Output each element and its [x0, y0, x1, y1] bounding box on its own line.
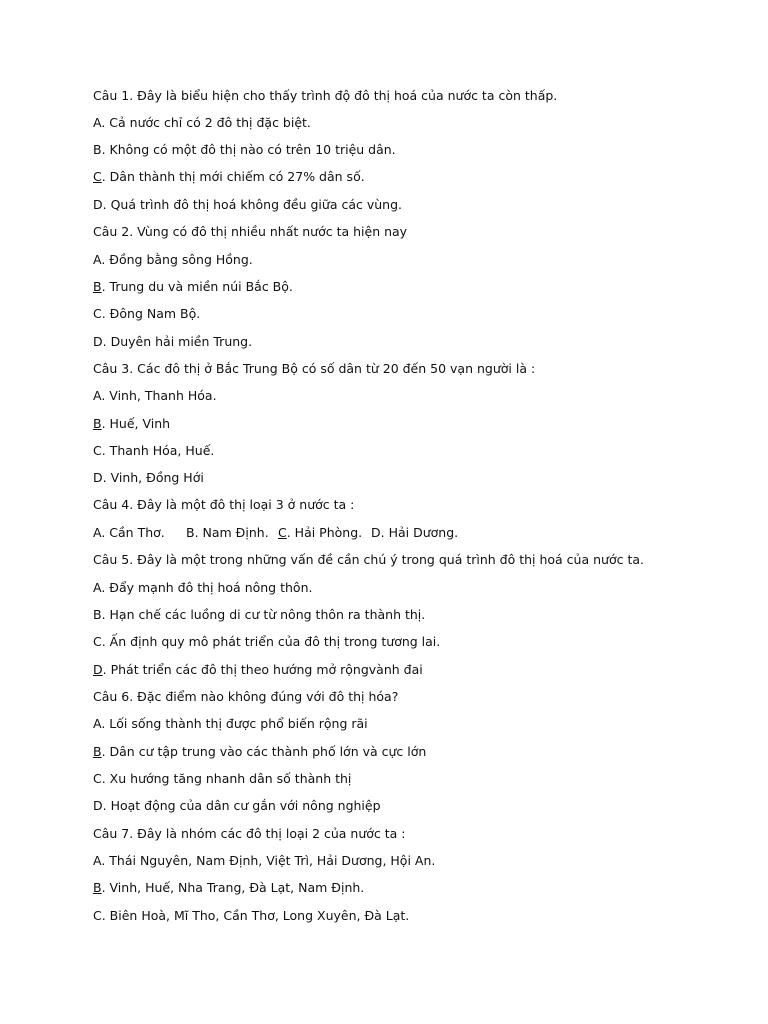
question-5-stem: Câu 5. Đây là một trong những vấn đề cần chú ý trong quá trình đô thị hoá của nước ta. [93, 552, 644, 567]
option-text: . Phát triển các đô thị theo hướng mở rộngvành đai [102, 662, 423, 677]
question-7-stem: Câu 7. Đây là nhóm các đô thị loại 2 của nước ta : [93, 826, 406, 841]
option-letter-answer: C [93, 169, 102, 184]
question-4-option-a [93, 525, 165, 541]
option-text: . Vinh, Huế, Nha Trang, Đà Lạt, Nam Định. [101, 880, 365, 895]
option-text: . Hải Dương. [380, 525, 459, 540]
option-text: . Đông Nam Bộ. [101, 306, 201, 321]
option-text: . Huế, Vinh [101, 416, 171, 431]
question-6-option-b [93, 744, 426, 760]
option-text: . Dân thành thị mới chiếm có 27% dân số. [101, 169, 365, 184]
option-text: . Vinh, Đồng Hới [102, 470, 204, 485]
question-7-option-b [93, 880, 364, 896]
option-letter: A [93, 716, 102, 731]
option-letter: B [93, 607, 102, 622]
option-letter: C [93, 443, 102, 458]
option-letter: A [93, 580, 102, 595]
question-2-stem: Câu 2. Vùng có đô thị nhiều nhất nước ta hiện nay [93, 224, 408, 239]
option-letter: A [93, 252, 102, 267]
question-3-stem: Câu 3. Các đô thị ở Bắc Trung Bộ có số dân từ 20 đến 50 vạn người là : [93, 361, 536, 376]
option-text: . Nam Định. [194, 525, 269, 540]
question-2-option-d [93, 334, 252, 350]
option-text: . Đẩy mạnh đô thị hoá nông thôn. [101, 580, 313, 595]
question-2-option-b [93, 279, 293, 295]
question-3-option-a [93, 388, 217, 404]
question-1-stem: Câu 1. Đây là biểu hiện cho thấy trình độ đô thị hoá của nước ta còn thấp. [93, 88, 558, 103]
option-text: . Cả nước chỉ có 2 đô thị đặc biệt. [101, 115, 311, 130]
question-6-option-d [93, 798, 381, 814]
question-1-option-b [93, 142, 396, 158]
option-letter: C [93, 908, 102, 923]
question-5-option-c [93, 634, 440, 650]
question-1-option-d [93, 197, 402, 213]
option-letter: A [93, 853, 102, 868]
option-letter-answer: B [93, 416, 102, 431]
question-1-option-a [93, 115, 311, 131]
option-letter: B [186, 525, 195, 540]
option-letter: C [93, 306, 102, 321]
question-4-option-d [371, 525, 458, 541]
option-text: . Dân cư tập trung vào các thành phố lớn và cực lớn [101, 744, 427, 759]
option-text: . Trung du và miền núi Bắc Bộ. [101, 279, 293, 294]
option-text: . Cần Thơ. [101, 525, 165, 540]
option-letter: A [93, 388, 102, 403]
question-6-option-a [93, 716, 368, 732]
question-7-option-a [93, 853, 435, 869]
option-letter: C [93, 771, 102, 786]
option-letter: D [93, 470, 103, 485]
question-2-option-a [93, 252, 253, 268]
question-6-stem: Câu 6. Đặc điểm nào không đúng với đô thị hóa? [93, 689, 399, 704]
option-text: . Thanh Hóa, Huế. [101, 443, 215, 458]
question-5-option-d [93, 662, 423, 678]
option-text: . Biên Hoà, Mĩ Tho, Cần Thơ, Long Xuyên, Đà Lạt. [101, 908, 410, 923]
question-6-option-c [93, 771, 351, 787]
question-5-option-b [93, 607, 425, 623]
option-text: . Xu hướng tăng nhanh dân số thành thị [101, 771, 352, 786]
question-7-option-c [93, 908, 409, 924]
option-letter: C [93, 634, 102, 649]
option-text: . Không có một đô thị nào có trên 10 triệu dân. [101, 142, 396, 157]
question-4-options-row [93, 525, 493, 541]
option-letter: D [93, 798, 103, 813]
question-2-option-c [93, 306, 200, 322]
option-text: . Quá trình đô thị hoá không đều giữa các vùng. [102, 197, 402, 212]
option-text: . Lối sống thành thị được phổ biến rộng rãi [101, 716, 368, 731]
option-letter-answer: D [93, 662, 103, 677]
option-letter: D [371, 525, 381, 540]
option-letter: A [93, 115, 102, 130]
option-letter: B [93, 142, 102, 157]
option-letter: A [93, 525, 102, 540]
option-text: . Đồng bằng sông Hồng. [101, 252, 253, 267]
question-3-option-d [93, 470, 204, 486]
option-text: . Thái Nguyên, Nam Định, Việt Trì, Hải Dương, Hội An. [101, 853, 436, 868]
option-text: . Duyên hải miền Trung. [102, 334, 253, 349]
question-3-option-c [93, 443, 214, 459]
option-text: . Vinh, Thanh Hóa. [101, 388, 217, 403]
question-4-stem: Câu 4. Đây là một đô thị loại 3 ở nước ta : [93, 497, 355, 512]
question-1-option-c [93, 169, 365, 185]
option-text: . Hạn chế các luồng di cư từ nông thôn ra thành thị. [101, 607, 426, 622]
option-letter: D [93, 197, 103, 212]
option-letter-answer: B [93, 744, 102, 759]
option-letter-answer: C [278, 525, 287, 540]
option-text: . Ấn định quy mô phát triển của đô thị trong tương lai. [101, 634, 441, 649]
question-5-option-a [93, 580, 312, 596]
question-4-option-b [186, 525, 269, 541]
option-letter: D [93, 334, 103, 349]
option-letter-answer: B [93, 279, 102, 294]
option-text: . Hải Phòng. [286, 525, 363, 540]
option-text: . Hoạt động của dân cư gắn với nông nghiệp [102, 798, 381, 813]
option-letter-answer: B [93, 880, 102, 895]
question-4-option-c [278, 525, 362, 541]
question-3-option-b [93, 416, 170, 432]
